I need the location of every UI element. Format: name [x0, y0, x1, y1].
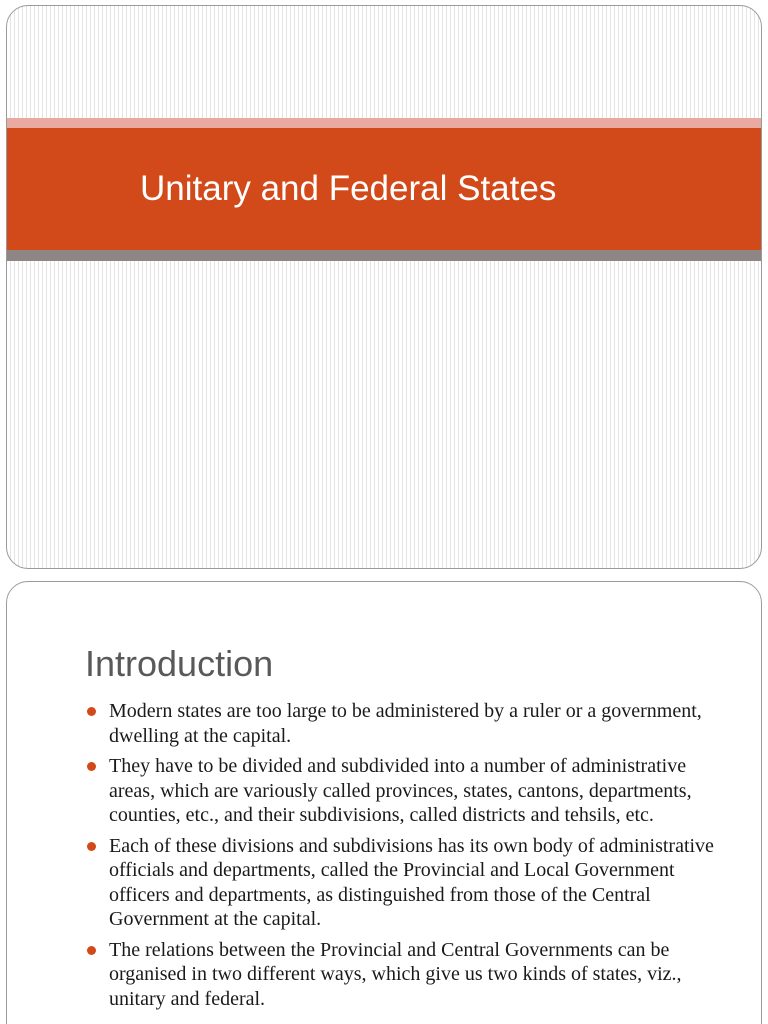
bullet-item: [85, 699, 735, 748]
title-top-stripe: [7, 118, 761, 128]
bullet-dot-icon: [87, 707, 96, 716]
bullet-dot-icon: [87, 762, 96, 771]
bullet-text: They have to be divided and subdivided into a number of administrative areas, which are variously called provinces, states, cantons, departments, counties, etc., and their subdivisions, called districts and tehsils, etc.: [109, 755, 692, 826]
bullet-text: The relations between the Provincial and Central Governments can be organised in two different ways, which give us two kinds of states, viz., unitary and federal.: [109, 938, 682, 1010]
slide-heading: Introduction: [85, 643, 274, 684]
content-slide: [6, 581, 762, 1024]
bullet-dot-icon: [87, 842, 96, 851]
title-slide: [6, 5, 762, 569]
bullet-item: [85, 938, 735, 1012]
bullet-dot-icon: [87, 946, 96, 955]
slide-title: Unitary and Federal States: [140, 169, 557, 208]
bullet-text: Modern states are too large to be administered by a ruler or a government, dwelling at the capital.: [109, 700, 702, 747]
bullet-text: Each of these divisions and subdivisions has its own body of administrative officials and departments, called the Provincial and Local Government officers and departments, as distinguished from those of the Central Government at the capital.: [109, 834, 714, 930]
title-bottom-stripe: [7, 250, 761, 261]
bullet-list: [85, 699, 735, 1017]
bullet-item: [85, 754, 735, 828]
bullet-item: [85, 834, 735, 932]
